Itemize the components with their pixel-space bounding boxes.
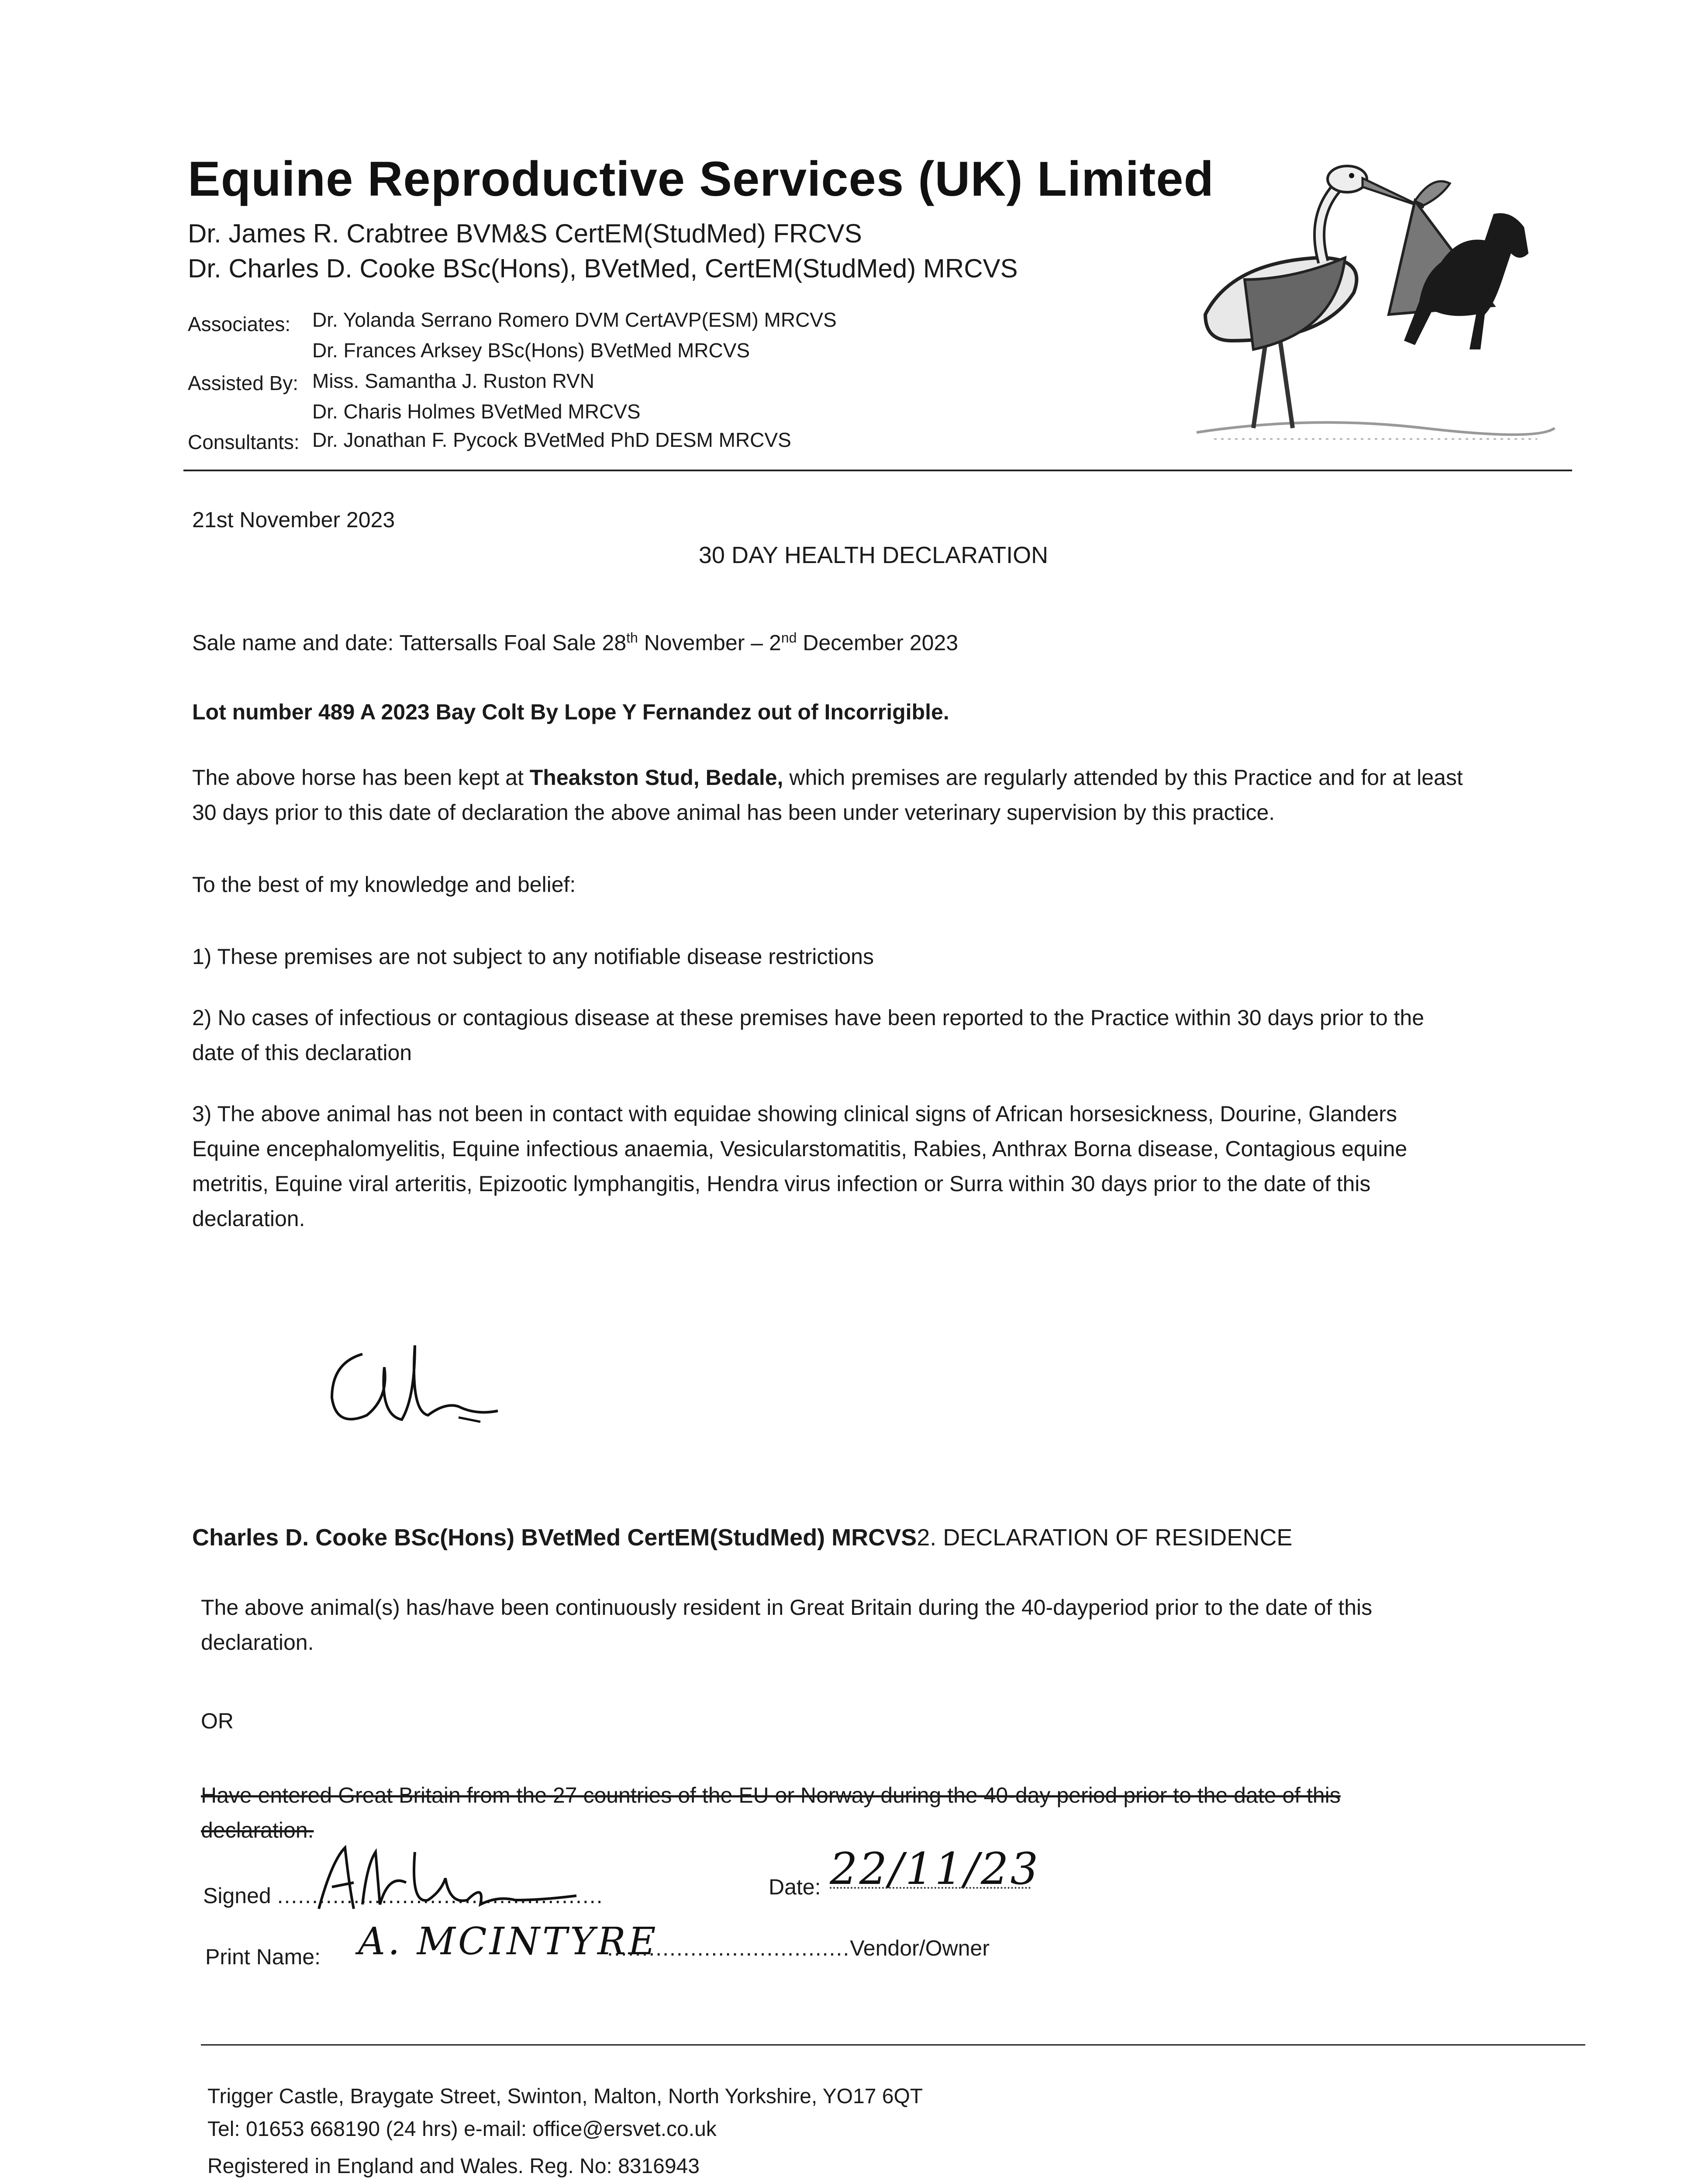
print-name-row: ...................................Vendor/Owner <box>607 1936 990 1960</box>
consultant-1: Dr. Jonathan F. Pycock BVetMed PhD DESM MRCVS <box>312 429 791 451</box>
declaration-title: 30 DAY HEALTH DECLARATION <box>698 542 1049 568</box>
print-name-value: A. MCINTYRE <box>358 1920 659 1963</box>
footer-divider <box>201 2044 1585 2046</box>
date-value: 22/11/23 <box>830 1843 1040 1894</box>
assisted-label: Assisted By: <box>188 372 299 394</box>
lot-line: Lot number 489 A 2023 Bay Colt By Lope Y Fernandez out of Incorrigible. <box>192 700 949 724</box>
premises-line-1: The above horse has been kept at Theakston Stud, Bedale, which premises are regularly attended by this Practice and for at least <box>192 765 1463 790</box>
or-label: OR <box>201 1709 234 1733</box>
point-2-line-1: 2) No cases of infectious or contagious disease at these premises have been reported to the Practice within 30 days prior to the <box>192 1006 1425 1030</box>
doctor-1: Dr. James R. Crabtree BVM&S CertEM(StudMed) FRCVS <box>188 219 862 248</box>
point-3-line-4: declaration. <box>192 1206 305 1231</box>
footer-contact: Tel: 01653 668190 (24 hrs) e-mail: office@ersvet.co.uk <box>207 2118 717 2141</box>
vendor-label: Vendor/Owner <box>850 1936 990 1960</box>
associate-2: Dr. Frances Arksey BSc(Hons) BVetMed MRCVS <box>312 339 750 362</box>
signed-row: Signed ............................................... <box>203 1883 604 1908</box>
struck-line-1: Have entered Great Britain from the 27 countries of the EU or Norway during the 40-day period prior to the date of this <box>201 1783 1341 1807</box>
stork-logo-icon <box>1179 149 1572 463</box>
point-3-line-3: metritis, Equine viral arteritis, Epizootic lymphangitis, Hendra virus infection or Surra within 30 days prior to the date of this <box>192 1171 1371 1196</box>
document-date: 21st November 2023 <box>192 508 395 532</box>
vet-name: Charles D. Cooke BSc(Hons) BVetMed CertEM(StudMed) MRCVS <box>192 1524 917 1551</box>
associate-1: Dr. Yolanda Serrano Romero DVM CertAVP(ESM) MRCVS <box>312 308 837 331</box>
premises-name: Theakston Stud, Bedale, <box>529 765 783 790</box>
residence-line-2: declaration. <box>201 1630 314 1655</box>
premises-line-2: 30 days prior to this date of declaration the above animal has been under veterinary supervision by this practice. <box>192 800 1275 825</box>
date-row: Date: <box>769 1875 821 1899</box>
bleed-through-text <box>262 17 1397 44</box>
point-3-line-2: Equine encephalomyelitis, Equine infectious anaemia, Vesicularstomatitis, Rabies, Anthrax Borna disease, Contagious equine <box>192 1137 1408 1161</box>
signed-dots: ............................................... <box>277 1883 604 1908</box>
header-divider <box>183 470 1572 471</box>
consultants-label: Consultants: <box>188 431 300 453</box>
struck-line-2: declaration. <box>201 1818 314 1842</box>
point-1: 1) These premises are not subject to any notifiable disease restrictions <box>192 944 874 969</box>
doctor-2: Dr. Charles D. Cooke BSc(Hons), BVetMed, CertEM(StudMed) MRCVS <box>188 254 1018 283</box>
owner-signature-icon <box>314 1835 585 1918</box>
assistant-1: Miss. Samantha J. Ruston RVN <box>312 370 594 392</box>
sale-line: Sale name and date: Tattersalls Foal Sale 28th November – 2nd December 2023 <box>192 630 959 655</box>
assistant-2: Dr. Charis Holmes BVetMed MRCVS <box>312 400 641 423</box>
print-name-label: Print Name: <box>205 1945 321 1969</box>
associates-label: Associates: <box>188 313 291 335</box>
footer-address: Trigger Castle, Braygate Street, Swinton, Malton, North Yorkshire, YO17 6QT <box>207 2085 923 2108</box>
knowledge-line: To the best of my knowledge and belief: <box>192 872 576 897</box>
point-3-line-1: 3) The above animal has not been in contact with equidae showing clinical signs of African horsesickness, Dourine, Glanders <box>192 1102 1397 1126</box>
residence-title: 2. DECLARATION OF RESIDENCE <box>917 1524 1293 1551</box>
point-2-line-2: date of this declaration <box>192 1040 412 1065</box>
residence-line-1: The above animal(s) has/have been continuously resident in Great Britain during the 40-dayperiod prior to the date of this <box>201 1595 1373 1620</box>
date-dots <box>830 1887 1031 1889</box>
vet-signature-icon <box>314 1328 515 1441</box>
company-name: Equine Reproductive Services (UK) Limited <box>188 152 1214 206</box>
vet-credentials-line <box>192 1520 1292 1555</box>
footer-registration: Registered in England and Wales. Reg. No: 8316943 <box>207 2155 700 2178</box>
